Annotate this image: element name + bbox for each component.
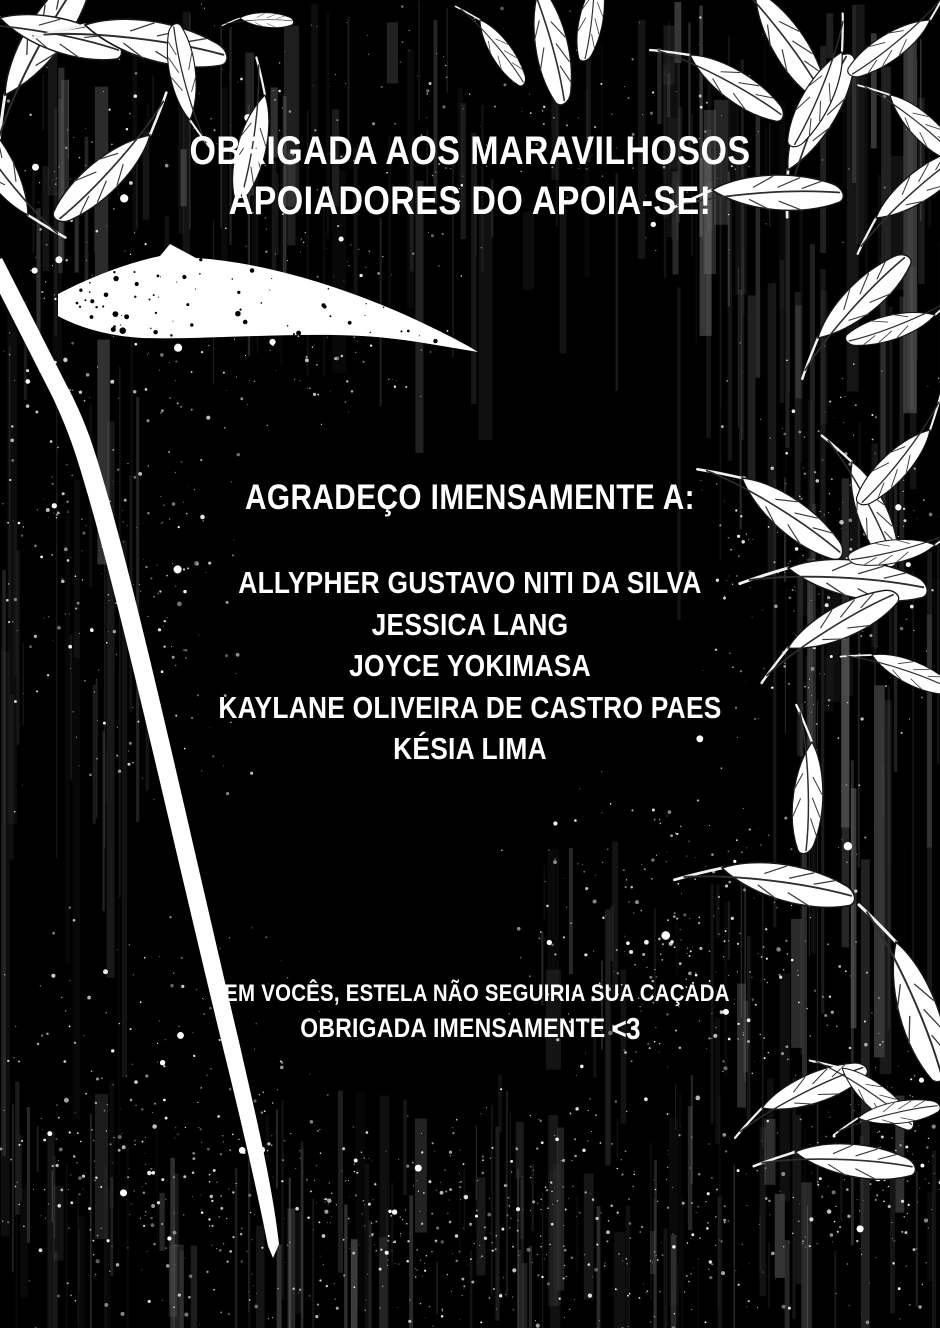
supporter-name: JOYCE YOKIMASA	[349, 648, 591, 683]
supporter-name: ALLYPHER GUSTAVO NITI DA SILVA	[238, 565, 702, 600]
page-title	[71, 126, 870, 226]
footer-line-2	[71, 1011, 870, 1046]
footer-line-2-text: OBRIGADA IMENSAMENTE	[300, 1013, 606, 1043]
supporter-name: KÉSIA LIMA	[393, 731, 547, 766]
feather	[513, 0, 576, 108]
title-line-2: APOIADORES DO APOIA-SE!	[228, 179, 712, 223]
footer-message	[71, 979, 870, 1046]
thanks-heading: AGRADEÇO IMENSAMENTE A:	[245, 478, 695, 517]
supporters-list	[71, 562, 870, 770]
title-line-1: OBRIGADA AOS MARAVILHOSOS	[189, 129, 751, 173]
supporter-name: KAYLANE OLIVEIRA DE CASTRO PAES	[218, 689, 722, 725]
feather	[456, 0, 531, 95]
feather	[222, 7, 294, 36]
supporter-name: JESSICA LANG	[371, 606, 569, 642]
footer-line-1: SEM VOCÊS, ESTELA NÃO SEGUIRIA SUA CAÇADA	[210, 980, 730, 1007]
scythe-blade	[58, 244, 478, 352]
feather	[674, 833, 859, 932]
heart-icon: <3	[611, 1011, 640, 1046]
feather	[562, 0, 622, 63]
